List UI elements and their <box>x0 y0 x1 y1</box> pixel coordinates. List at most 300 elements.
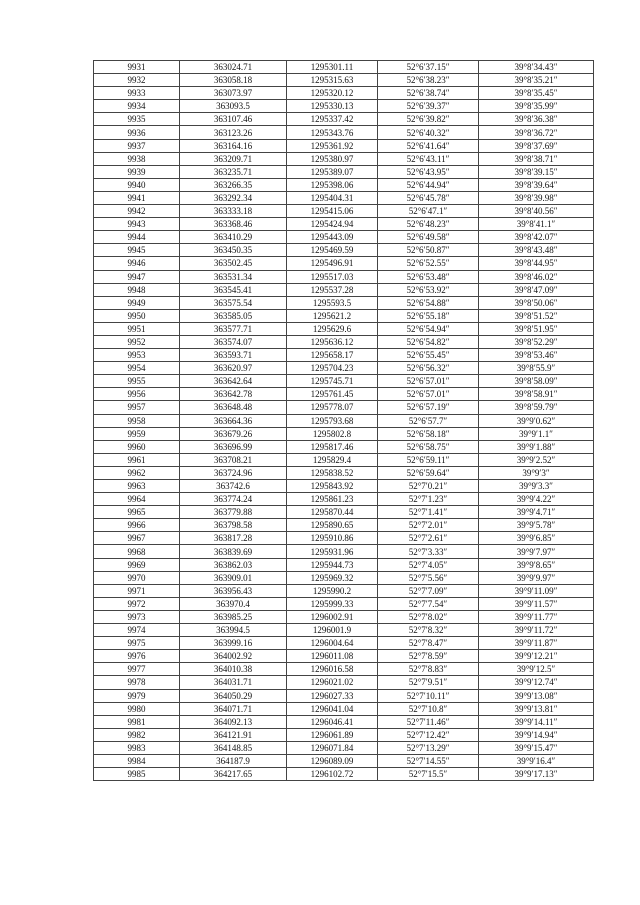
point-number-cell: 9972 <box>94 597 180 610</box>
table-row <box>94 571 594 584</box>
x-coordinate-cell: 363593.71 <box>180 349 287 362</box>
x-coordinate-cell: 363585.05 <box>180 309 287 322</box>
point-number-cell: 9966 <box>94 519 180 532</box>
y-coordinate-cell: 1295704.23 <box>287 362 378 375</box>
y-coordinate-cell: 1295944.73 <box>287 558 378 571</box>
x-coordinate-cell: 363742.6 <box>180 480 287 493</box>
y-coordinate-cell: 1296021.02 <box>287 676 378 689</box>
latitude-cell: 52°6′57.19″ <box>378 401 479 414</box>
point-number-cell: 9974 <box>94 624 180 637</box>
point-number-cell: 9939 <box>94 165 180 178</box>
table-row <box>94 113 594 126</box>
x-coordinate-cell: 363024.71 <box>180 61 287 74</box>
latitude-cell: 52°7′1.41″ <box>378 506 479 519</box>
point-number-cell: 9953 <box>94 349 180 362</box>
table-row <box>94 610 594 623</box>
x-coordinate-cell: 363817.28 <box>180 532 287 545</box>
x-coordinate-cell: 364187.9 <box>180 754 287 767</box>
point-number-cell: 9977 <box>94 663 180 676</box>
table-row <box>94 728 594 741</box>
longitude-cell: 39°8′58.91″ <box>479 388 594 401</box>
latitude-cell: 52°6′39.37″ <box>378 100 479 113</box>
y-coordinate-cell: 1296004.64 <box>287 637 378 650</box>
latitude-cell: 52°6′53.92″ <box>378 283 479 296</box>
point-number-cell: 9944 <box>94 231 180 244</box>
table-row <box>94 702 594 715</box>
y-coordinate-cell: 1295910.86 <box>287 532 378 545</box>
table-row <box>94 244 594 257</box>
x-coordinate-cell: 363058.18 <box>180 74 287 87</box>
latitude-cell: 52°7′8.32″ <box>378 624 479 637</box>
y-coordinate-cell: 1296046.41 <box>287 715 378 728</box>
longitude-cell: 39°9′1.88″ <box>479 440 594 453</box>
point-number-cell: 9980 <box>94 702 180 715</box>
table-row <box>94 257 594 270</box>
point-number-cell: 9969 <box>94 558 180 571</box>
point-number-cell: 9942 <box>94 205 180 218</box>
y-coordinate-cell: 1295890.65 <box>287 519 378 532</box>
table-row <box>94 624 594 637</box>
x-coordinate-cell: 363450.35 <box>180 244 287 257</box>
y-coordinate-cell: 1295870.44 <box>287 506 378 519</box>
latitude-cell: 52°6′39.82″ <box>378 113 479 126</box>
y-coordinate-cell: 1295330.13 <box>287 100 378 113</box>
point-number-cell: 9979 <box>94 689 180 702</box>
y-coordinate-cell: 1296001.9 <box>287 624 378 637</box>
point-number-cell: 9959 <box>94 427 180 440</box>
y-coordinate-cell: 1296027.33 <box>287 689 378 702</box>
y-coordinate-cell: 1295621.2 <box>287 309 378 322</box>
point-number-cell: 9954 <box>94 362 180 375</box>
point-number-cell: 9941 <box>94 191 180 204</box>
y-coordinate-cell: 1295537.28 <box>287 283 378 296</box>
table-row <box>94 139 594 152</box>
longitude-cell: 39°8′47.09″ <box>479 283 594 296</box>
table-row <box>94 388 594 401</box>
point-number-cell: 9943 <box>94 218 180 231</box>
latitude-cell: 52°6′37.15″ <box>378 61 479 74</box>
longitude-cell: 39°8′42.07″ <box>479 231 594 244</box>
longitude-cell: 39°9′3.3″ <box>479 480 594 493</box>
latitude-cell: 52°7′12.42″ <box>378 728 479 741</box>
latitude-cell: 52°7′7.09″ <box>378 584 479 597</box>
table-row <box>94 650 594 663</box>
point-number-cell: 9970 <box>94 571 180 584</box>
y-coordinate-cell: 1295838.52 <box>287 466 378 479</box>
y-coordinate-cell: 1295443.09 <box>287 231 378 244</box>
longitude-cell: 39°8′44.95″ <box>479 257 594 270</box>
point-number-cell: 9932 <box>94 74 180 87</box>
latitude-cell: 52°7′10.11″ <box>378 689 479 702</box>
longitude-cell: 39°9′0.62″ <box>479 414 594 427</box>
x-coordinate-cell: 363073.97 <box>180 87 287 100</box>
latitude-cell: 52°7′8.02″ <box>378 610 479 623</box>
x-coordinate-cell: 363209.71 <box>180 152 287 165</box>
point-number-cell: 9982 <box>94 728 180 741</box>
x-coordinate-cell: 363862.03 <box>180 558 287 571</box>
latitude-cell: 52°7′11.46″ <box>378 715 479 728</box>
table-row <box>94 283 594 296</box>
y-coordinate-cell: 1295861.23 <box>287 493 378 506</box>
latitude-cell: 52°6′55.45″ <box>378 349 479 362</box>
y-coordinate-cell: 1295658.17 <box>287 349 378 362</box>
longitude-cell: 39°8′39.64″ <box>479 178 594 191</box>
x-coordinate-cell: 364050.29 <box>180 689 287 702</box>
x-coordinate-cell: 363779.88 <box>180 506 287 519</box>
latitude-cell: 52°6′41.64″ <box>378 139 479 152</box>
x-coordinate-cell: 363956.43 <box>180 584 287 597</box>
point-number-cell: 9951 <box>94 322 180 335</box>
point-number-cell: 9933 <box>94 87 180 100</box>
latitude-cell: 52°6′55.18″ <box>378 309 479 322</box>
latitude-cell: 52°7′2.61″ <box>378 532 479 545</box>
y-coordinate-cell: 1295829.4 <box>287 453 378 466</box>
table-row <box>94 296 594 309</box>
x-coordinate-cell: 364071.71 <box>180 702 287 715</box>
y-coordinate-cell: 1295398.06 <box>287 178 378 191</box>
y-coordinate-cell: 1296011.08 <box>287 650 378 663</box>
table-row <box>94 178 594 191</box>
x-coordinate-cell: 363708.21 <box>180 453 287 466</box>
y-coordinate-cell: 1295320.12 <box>287 87 378 100</box>
longitude-cell: 39°9′9.97″ <box>479 571 594 584</box>
point-number-cell: 9963 <box>94 480 180 493</box>
point-number-cell: 9958 <box>94 414 180 427</box>
x-coordinate-cell: 364002.92 <box>180 650 287 663</box>
y-coordinate-cell: 1295337.42 <box>287 113 378 126</box>
longitude-cell: 39°9′11.72″ <box>479 624 594 637</box>
x-coordinate-cell: 363266.35 <box>180 178 287 191</box>
table-row <box>94 768 594 781</box>
table-row <box>94 466 594 479</box>
y-coordinate-cell: 1295415.06 <box>287 205 378 218</box>
table-row <box>94 322 594 335</box>
y-coordinate-cell: 1295517.03 <box>287 270 378 283</box>
x-coordinate-cell: 363292.34 <box>180 191 287 204</box>
table-row <box>94 506 594 519</box>
x-coordinate-cell: 363410.29 <box>180 231 287 244</box>
longitude-cell: 39°9′13.81″ <box>479 702 594 715</box>
y-coordinate-cell: 1295999.33 <box>287 597 378 610</box>
y-coordinate-cell: 1295389.07 <box>287 165 378 178</box>
longitude-cell: 39°9′14.11″ <box>479 715 594 728</box>
latitude-cell: 52°6′43.95″ <box>378 165 479 178</box>
point-number-cell: 9950 <box>94 309 180 322</box>
point-number-cell: 9949 <box>94 296 180 309</box>
latitude-cell: 52°6′38.23″ <box>378 74 479 87</box>
latitude-cell: 52°6′57.7″ <box>378 414 479 427</box>
longitude-cell: 39°9′16.4″ <box>479 754 594 767</box>
table-row <box>94 584 594 597</box>
y-coordinate-cell: 1296061.89 <box>287 728 378 741</box>
latitude-cell: 52°7′1.23″ <box>378 493 479 506</box>
longitude-cell: 39°9′1.1″ <box>479 427 594 440</box>
point-number-cell: 9962 <box>94 466 180 479</box>
table-row <box>94 335 594 348</box>
table-row <box>94 558 594 571</box>
longitude-cell: 39°9′13.08″ <box>479 689 594 702</box>
x-coordinate-cell: 363577.71 <box>180 322 287 335</box>
point-number-cell: 9952 <box>94 335 180 348</box>
point-number-cell: 9965 <box>94 506 180 519</box>
table-row <box>94 545 594 558</box>
longitude-cell: 39°8′35.45″ <box>479 87 594 100</box>
latitude-cell: 52°6′58.18″ <box>378 427 479 440</box>
latitude-cell: 52°6′47.1″ <box>378 205 479 218</box>
y-coordinate-cell: 1296041.04 <box>287 702 378 715</box>
latitude-cell: 52°6′57.01″ <box>378 388 479 401</box>
table-row <box>94 401 594 414</box>
latitude-cell: 52°7′15.5″ <box>378 768 479 781</box>
point-number-cell: 9940 <box>94 178 180 191</box>
point-number-cell: 9935 <box>94 113 180 126</box>
latitude-cell: 52°7′8.83″ <box>378 663 479 676</box>
y-coordinate-cell: 1295301.11 <box>287 61 378 74</box>
table-row <box>94 519 594 532</box>
table-row <box>94 270 594 283</box>
latitude-cell: 52°7′9.51″ <box>378 676 479 689</box>
point-number-cell: 9961 <box>94 453 180 466</box>
longitude-cell: 39°8′40.56″ <box>479 205 594 218</box>
y-coordinate-cell: 1295315.63 <box>287 74 378 87</box>
longitude-cell: 39°8′36.38″ <box>479 113 594 126</box>
table-row <box>94 597 594 610</box>
point-number-cell: 9956 <box>94 388 180 401</box>
x-coordinate-cell: 364092.13 <box>180 715 287 728</box>
longitude-cell: 39°9′11.57″ <box>479 597 594 610</box>
x-coordinate-cell: 363664.36 <box>180 414 287 427</box>
latitude-cell: 52°6′52.55″ <box>378 257 479 270</box>
longitude-cell: 39°9′2.52″ <box>479 453 594 466</box>
latitude-cell: 52°7′2.01″ <box>378 519 479 532</box>
x-coordinate-cell: 363235.71 <box>180 165 287 178</box>
table-row <box>94 126 594 139</box>
latitude-cell: 52°7′4.05″ <box>378 558 479 571</box>
point-number-cell: 9931 <box>94 61 180 74</box>
x-coordinate-cell: 363909.01 <box>180 571 287 584</box>
table-row <box>94 741 594 754</box>
point-number-cell: 9985 <box>94 768 180 781</box>
x-coordinate-cell: 364010.38 <box>180 663 287 676</box>
point-number-cell: 9976 <box>94 650 180 663</box>
point-number-cell: 9973 <box>94 610 180 623</box>
table-row <box>94 375 594 388</box>
point-number-cell: 9955 <box>94 375 180 388</box>
table-row <box>94 663 594 676</box>
longitude-cell: 39°8′36.72″ <box>479 126 594 139</box>
longitude-cell: 39°8′50.06″ <box>479 296 594 309</box>
longitude-cell: 39°9′12.21″ <box>479 650 594 663</box>
longitude-cell: 39°8′58.09″ <box>479 375 594 388</box>
longitude-cell: 39°8′39.98″ <box>479 191 594 204</box>
longitude-cell: 39°9′7.97″ <box>479 545 594 558</box>
table-row <box>94 309 594 322</box>
point-number-cell: 9968 <box>94 545 180 558</box>
table-row <box>94 74 594 87</box>
point-number-cell: 9946 <box>94 257 180 270</box>
longitude-cell: 39°8′43.48″ <box>479 244 594 257</box>
y-coordinate-cell: 1296102.72 <box>287 768 378 781</box>
y-coordinate-cell: 1295343.76 <box>287 126 378 139</box>
y-coordinate-cell: 1295931.96 <box>287 545 378 558</box>
y-coordinate-cell: 1295380.97 <box>287 152 378 165</box>
point-number-cell: 9978 <box>94 676 180 689</box>
table-row <box>94 61 594 74</box>
longitude-cell: 39°8′35.21″ <box>479 74 594 87</box>
longitude-cell: 39°8′39.15″ <box>479 165 594 178</box>
table-row <box>94 218 594 231</box>
y-coordinate-cell: 1295404.31 <box>287 191 378 204</box>
longitude-cell: 39°9′17.13″ <box>479 768 594 781</box>
point-number-cell: 9938 <box>94 152 180 165</box>
x-coordinate-cell: 364148.85 <box>180 741 287 754</box>
longitude-cell: 39°8′53.46″ <box>479 349 594 362</box>
table-row <box>94 676 594 689</box>
y-coordinate-cell: 1296089.09 <box>287 754 378 767</box>
x-coordinate-cell: 363502.45 <box>180 257 287 270</box>
x-coordinate-cell: 363123.26 <box>180 126 287 139</box>
table-row <box>94 100 594 113</box>
longitude-cell: 39°8′37.69″ <box>479 139 594 152</box>
latitude-cell: 52°7′3.33″ <box>378 545 479 558</box>
longitude-cell: 39°8′46.02″ <box>479 270 594 283</box>
x-coordinate-cell: 363724.96 <box>180 466 287 479</box>
x-coordinate-cell: 363999.16 <box>180 637 287 650</box>
y-coordinate-cell: 1295593.5 <box>287 296 378 309</box>
latitude-cell: 52°6′54.82″ <box>378 335 479 348</box>
latitude-cell: 52°6′58.75″ <box>378 440 479 453</box>
longitude-cell: 39°8′35.99″ <box>479 100 594 113</box>
point-number-cell: 9981 <box>94 715 180 728</box>
table-row <box>94 440 594 453</box>
y-coordinate-cell: 1295361.92 <box>287 139 378 152</box>
longitude-cell: 39°8′52.29″ <box>479 335 594 348</box>
latitude-cell: 52°7′8.59″ <box>378 650 479 663</box>
x-coordinate-cell: 363774.24 <box>180 493 287 506</box>
longitude-cell: 39°9′11.77″ <box>479 610 594 623</box>
x-coordinate-cell: 363545.41 <box>180 283 287 296</box>
x-coordinate-cell: 363985.25 <box>180 610 287 623</box>
longitude-cell: 39°9′11.87″ <box>479 637 594 650</box>
table-row <box>94 754 594 767</box>
x-coordinate-cell: 363798.58 <box>180 519 287 532</box>
x-coordinate-cell: 363839.69 <box>180 545 287 558</box>
x-coordinate-cell: 363575.54 <box>180 296 287 309</box>
longitude-cell: 39°8′34.43″ <box>479 61 594 74</box>
point-number-cell: 9937 <box>94 139 180 152</box>
x-coordinate-cell: 363648.48 <box>180 401 287 414</box>
latitude-cell: 52°6′59.11″ <box>378 453 479 466</box>
latitude-cell: 52°7′8.47″ <box>378 637 479 650</box>
latitude-cell: 52°7′7.54″ <box>378 597 479 610</box>
latitude-cell: 52°6′56.32″ <box>378 362 479 375</box>
latitude-cell: 52°6′44.94″ <box>378 178 479 191</box>
longitude-cell: 39°9′12.5″ <box>479 663 594 676</box>
longitude-cell: 39°8′51.95″ <box>479 322 594 335</box>
y-coordinate-cell: 1295424.94 <box>287 218 378 231</box>
latitude-cell: 52°7′0.21″ <box>378 480 479 493</box>
x-coordinate-cell: 363093.5 <box>180 100 287 113</box>
latitude-cell: 52°6′59.64″ <box>378 466 479 479</box>
x-coordinate-cell: 363574.07 <box>180 335 287 348</box>
table-row <box>94 480 594 493</box>
table-row <box>94 191 594 204</box>
table-row <box>94 205 594 218</box>
latitude-cell: 52°7′10.8″ <box>378 702 479 715</box>
y-coordinate-cell: 1295469.59 <box>287 244 378 257</box>
y-coordinate-cell: 1295817.46 <box>287 440 378 453</box>
table-row <box>94 165 594 178</box>
latitude-cell: 52°6′50.87″ <box>378 244 479 257</box>
x-coordinate-cell: 364031.71 <box>180 676 287 689</box>
y-coordinate-cell: 1295636.12 <box>287 335 378 348</box>
longitude-cell: 39°8′55.9″ <box>479 362 594 375</box>
point-number-cell: 9975 <box>94 637 180 650</box>
table-row <box>94 231 594 244</box>
longitude-cell: 39°9′11.09″ <box>479 584 594 597</box>
latitude-cell: 52°7′14.55″ <box>378 754 479 767</box>
table-row <box>94 362 594 375</box>
latitude-cell: 52°6′40.32″ <box>378 126 479 139</box>
latitude-cell: 52°6′48.23″ <box>378 218 479 231</box>
longitude-cell: 39°9′12.74″ <box>479 676 594 689</box>
x-coordinate-cell: 363970.4 <box>180 597 287 610</box>
point-number-cell: 9960 <box>94 440 180 453</box>
latitude-cell: 52°6′54.94″ <box>378 322 479 335</box>
longitude-cell: 39°8′41.1″ <box>479 218 594 231</box>
x-coordinate-cell: 363642.64 <box>180 375 287 388</box>
x-coordinate-cell: 363620.97 <box>180 362 287 375</box>
y-coordinate-cell: 1296016.58 <box>287 663 378 676</box>
y-coordinate-cell: 1295969.32 <box>287 571 378 584</box>
point-number-cell: 9971 <box>94 584 180 597</box>
longitude-cell: 39°9′8.65″ <box>479 558 594 571</box>
point-number-cell: 9945 <box>94 244 180 257</box>
table-body <box>94 61 594 781</box>
table-row <box>94 349 594 362</box>
x-coordinate-cell: 364217.65 <box>180 768 287 781</box>
table-row <box>94 414 594 427</box>
table-row <box>94 427 594 440</box>
latitude-cell: 52°6′38.74″ <box>378 87 479 100</box>
longitude-cell: 39°9′4.71″ <box>479 506 594 519</box>
y-coordinate-cell: 1295802.8 <box>287 427 378 440</box>
latitude-cell: 52°6′57.01″ <box>378 375 479 388</box>
x-coordinate-cell: 363531.34 <box>180 270 287 283</box>
point-number-cell: 9947 <box>94 270 180 283</box>
x-coordinate-cell: 363994.5 <box>180 624 287 637</box>
point-number-cell: 9964 <box>94 493 180 506</box>
latitude-cell: 52°6′53.48″ <box>378 270 479 283</box>
x-coordinate-cell: 364121.91 <box>180 728 287 741</box>
point-number-cell: 9948 <box>94 283 180 296</box>
x-coordinate-cell: 363696.99 <box>180 440 287 453</box>
point-number-cell: 9984 <box>94 754 180 767</box>
table-row <box>94 453 594 466</box>
y-coordinate-cell: 1295793.68 <box>287 414 378 427</box>
point-number-cell: 9957 <box>94 401 180 414</box>
longitude-cell: 39°9′3″ <box>479 466 594 479</box>
table-row <box>94 637 594 650</box>
longitude-cell: 39°9′15.47″ <box>479 741 594 754</box>
point-number-cell: 9967 <box>94 532 180 545</box>
x-coordinate-cell: 363368.46 <box>180 218 287 231</box>
point-number-cell: 9934 <box>94 100 180 113</box>
longitude-cell: 39°8′38.71″ <box>479 152 594 165</box>
x-coordinate-cell: 363333.18 <box>180 205 287 218</box>
y-coordinate-cell: 1295778.07 <box>287 401 378 414</box>
y-coordinate-cell: 1295496.91 <box>287 257 378 270</box>
